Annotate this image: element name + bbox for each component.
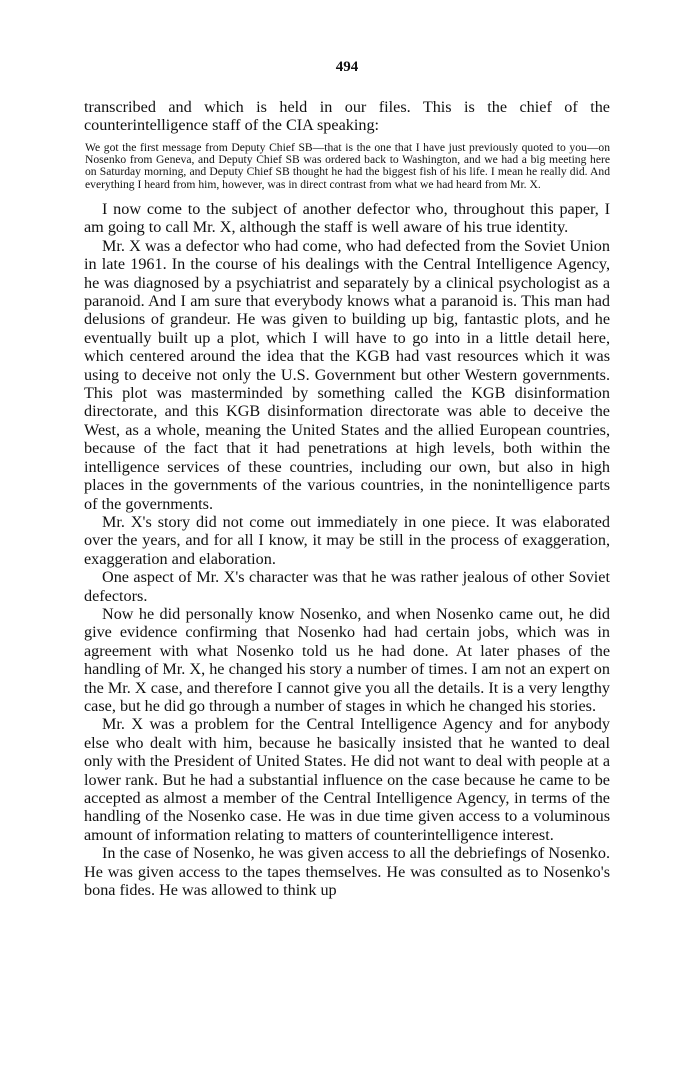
block-quote: We got the first message from Deputy Chief SB—that is the one that I have just previously quoted to you—on Nosenko from Geneva, and Deputy Chief SB was ordered back to Washington, and we had a big meeting here on Saturday morning, and Deputy Chief SB thought he had the biggest fish of his life. I mean he really did. And everything I heard from him, however, was in direct contrast from what we had heard from Mr. X.: [85, 140, 610, 191]
paragraph-mr-x-problem: Mr. X was a problem for the Central Intelligence Agency and for anybody else who dealt with him, because he basically insisted that he wanted to deal only with the President of United States. He did not want to deal with people at a lower rank. But he had a substantial influence on the case because he came to be accepted as almost a member of the Central Intelligence Agency, in terms of the handling of the Nosenko case. He was in due time given access to a voluminous amount of information relating to matters of counterintelligence interest.: [84, 715, 610, 844]
paragraph-mr-x-defector: Mr. X was a defector who had come, who had defected from the Soviet Union in late 1961. In the course of his dealings with the Central Intelligence Agency, he was diagnosed by a psychiatrist and separately by a clinical psychologist as a paranoid. And I am sure that everybody knows what a paranoid is. This man had delusions of grandeur. He was given to building up big, fantastic plots, and he eventually built up a plot, which I will have to go into in a little detail here, which centered around the idea that the KGB had vast resources which it was using to deceive not only the U.S. Government but other Western governments. This plot was masterminded by something called the KGB disinformation directorate, and this KGB disinformation directorate was able to deceive the West, as a whole, meaning the United States and the allied European countries, because of the fact that it had penetrations at high levels, both within the intelligence services of these countries, including our own, but also in high places in the governments of the various countries, in the nonintelligence parts of the governments.: [84, 236, 610, 513]
paragraph-mr-x-intro: I now come to the subject of another defector who, throughout this paper, I am going to call Mr. X, although the staff is well aware of his true identity.: [84, 200, 610, 237]
paragraph-mr-x-jealous: One aspect of Mr. X's character was that he was rather jealous of other Soviet defectors.: [84, 568, 610, 605]
paragraph-mr-x-story: Mr. X's story did not come out immediately in one piece. It was elaborated over the years, and for all I know, it may be still in the process of exaggeration, exaggeration and elaboration.: [84, 512, 610, 568]
document-page: [84, 58, 610, 899]
paragraph-nosenko-access: In the case of Nosenko, he was given access to all the debriefings of Nosenko. He was given access to the tapes themselves. He was consulted as to Nosenko's bona fides. He was allowed to think up: [84, 844, 610, 900]
paragraph-nosenko-evidence: Now he did personally know Nosenko, and when Nosenko came out, he did give evidence confirming that Nosenko had had certain jobs, which was in agreement with what Nosenko told us he had done. At later phases of the handling of Mr. X, he changed his story a number of times. I am not an expert on the Mr. X case, and therefore I cannot give you all the details. It is a very lengthy case, but he did go through a number of stages in which he changed his stories.: [84, 604, 610, 715]
paragraph-continued: transcribed and which is held in our files. This is the chief of the counterintelligence staff of the CIA speaking:: [84, 98, 610, 135]
page-number: 494: [335, 59, 359, 75]
